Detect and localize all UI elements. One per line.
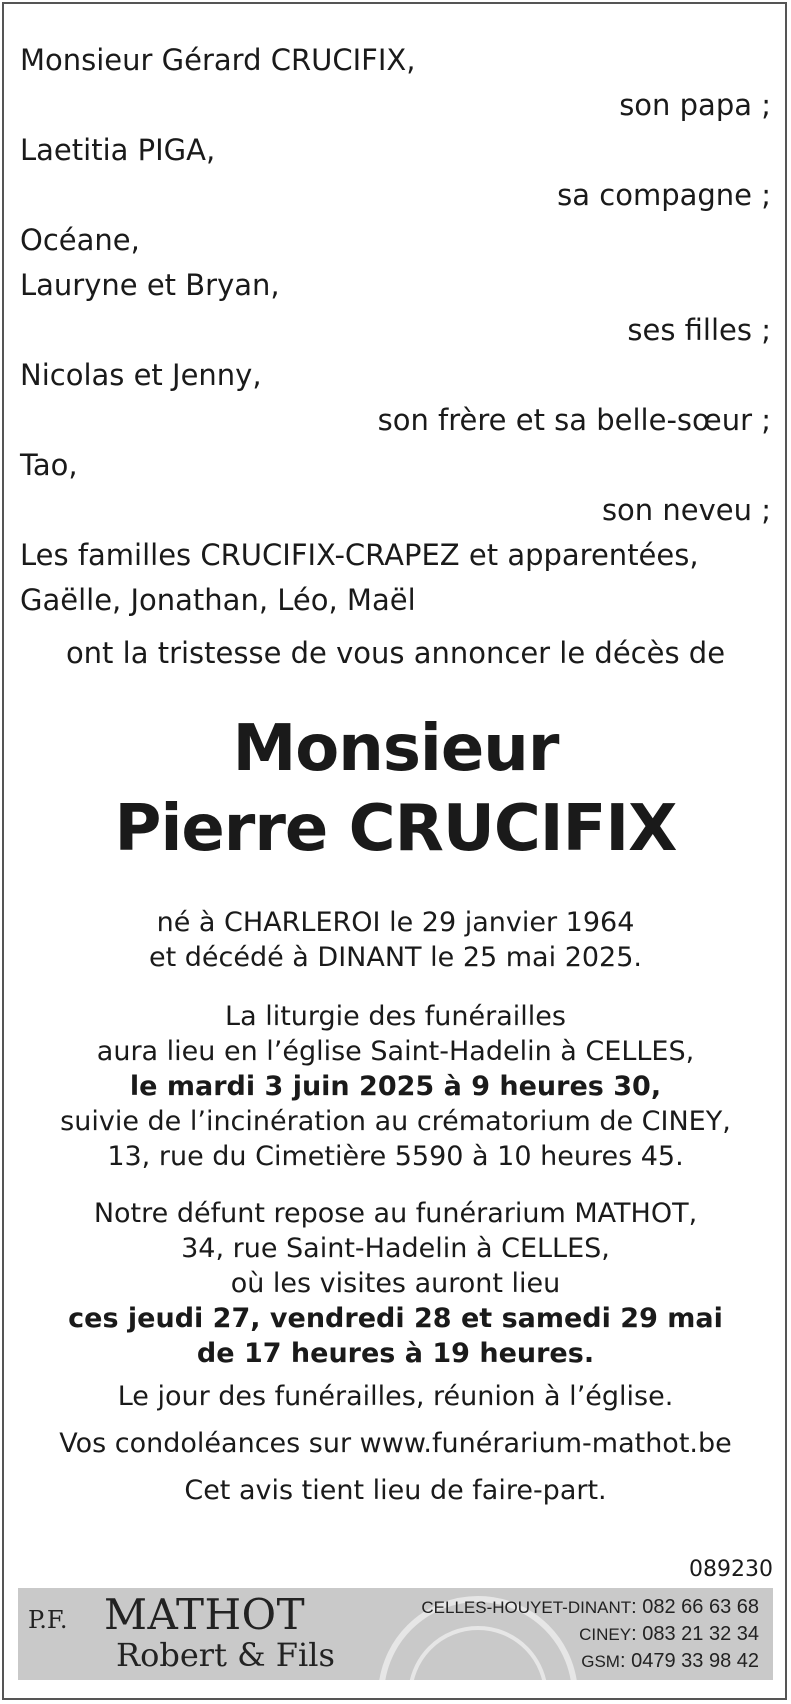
liturgy-line: 13, rue du Cimetière 5590 à 10 heures 45. xyxy=(107,1141,684,1172)
contact-phone: : 083 21 32 34 xyxy=(631,1623,759,1645)
brand-name: MATHOT xyxy=(104,1590,306,1639)
condolences-note: Vos condoléances sur www.funérarium-mathot.be xyxy=(59,1428,732,1459)
visitation-line: Notre défunt repose au funérarium MATHOT, xyxy=(93,1198,698,1229)
announcement: ont la tristesse de vous annoncer le décès de xyxy=(65,636,726,670)
family-relation: sa compagne ; xyxy=(557,178,771,212)
contact-phone: : 082 66 63 68 xyxy=(631,1596,759,1618)
deceased-name: Pierre CRUCIFIX xyxy=(114,792,677,866)
birth-death-info xyxy=(20,905,771,975)
family-line: Laetitia PIGA, xyxy=(20,133,216,167)
birth-line: né à CHARLEROI le 29 janvier 1964 xyxy=(156,907,635,938)
obituary-content xyxy=(20,38,771,1508)
deceased-title: Monsieur xyxy=(232,712,559,786)
family-relation: son neveu ; xyxy=(601,493,771,527)
contact-list xyxy=(421,1594,759,1675)
family-line: Nicolas et Jenny, xyxy=(20,358,262,392)
family-relation: ses filles ; xyxy=(627,313,771,347)
visitation-hours: de 17 heures à 19 heures. xyxy=(196,1338,595,1369)
liturgy-date: le mardi 3 juin 2025 à 9 heures 30, xyxy=(129,1071,662,1102)
liturgy-info xyxy=(20,999,771,1174)
contact-row xyxy=(421,1648,759,1675)
brand-subtitle: Robert & Fils xyxy=(116,1636,335,1674)
liturgy-line: La liturgie des funérailles xyxy=(225,1001,566,1032)
contact-label: CELLES-HOUYET-DINANT xyxy=(421,1598,632,1617)
family-line: Les familles CRUCIFIX-CRAPEZ et apparentées, xyxy=(20,538,699,572)
family-line: Gaëlle, Jonathan, Léo, Maël xyxy=(20,583,416,617)
death-line: et décédé à DINANT le 25 mai 2025. xyxy=(148,942,642,973)
family-relation: son frère et sa belle-sœur ; xyxy=(377,403,771,437)
visitation-line: 34, rue Saint-Hadelin à CELLES, xyxy=(181,1233,610,1264)
contact-label: GSM xyxy=(581,1652,620,1671)
contact-row xyxy=(421,1621,759,1648)
reference-number: 089230 xyxy=(689,1557,773,1582)
faire-part-note: Cet avis tient lieu de faire-part. xyxy=(184,1475,607,1506)
visitation-line: où les visites auront lieu xyxy=(230,1268,561,1299)
visitation-dates: ces jeudi 27, vendredi 28 et samedi 29 mai xyxy=(68,1303,723,1334)
meeting-note: Le jour des funérailles, réunion à l’église. xyxy=(117,1381,674,1412)
family-line: Monsieur Gérard CRUCIFIX, xyxy=(20,43,416,77)
family-relation: son papa ; xyxy=(619,88,771,122)
contact-phone: : 0479 33 98 42 xyxy=(619,1650,759,1672)
liturgy-line: aura lieu en l’église Saint-Hadelin à CELLES, xyxy=(96,1036,695,1067)
funeral-home-banner xyxy=(18,1588,773,1680)
pf-label: P.F. xyxy=(28,1606,68,1634)
visitation-info xyxy=(20,1196,771,1371)
contact-row xyxy=(421,1594,759,1621)
liturgy-line: suivie de l’incinération au crématorium de CINEY, xyxy=(60,1106,731,1137)
family-line: Océane, xyxy=(20,223,140,257)
deceased-name-block xyxy=(20,709,771,869)
family-list xyxy=(20,38,771,623)
family-line: Tao, xyxy=(20,448,78,482)
family-line: Lauryne et Bryan, xyxy=(20,268,280,302)
contact-label: CINEY xyxy=(579,1625,632,1644)
